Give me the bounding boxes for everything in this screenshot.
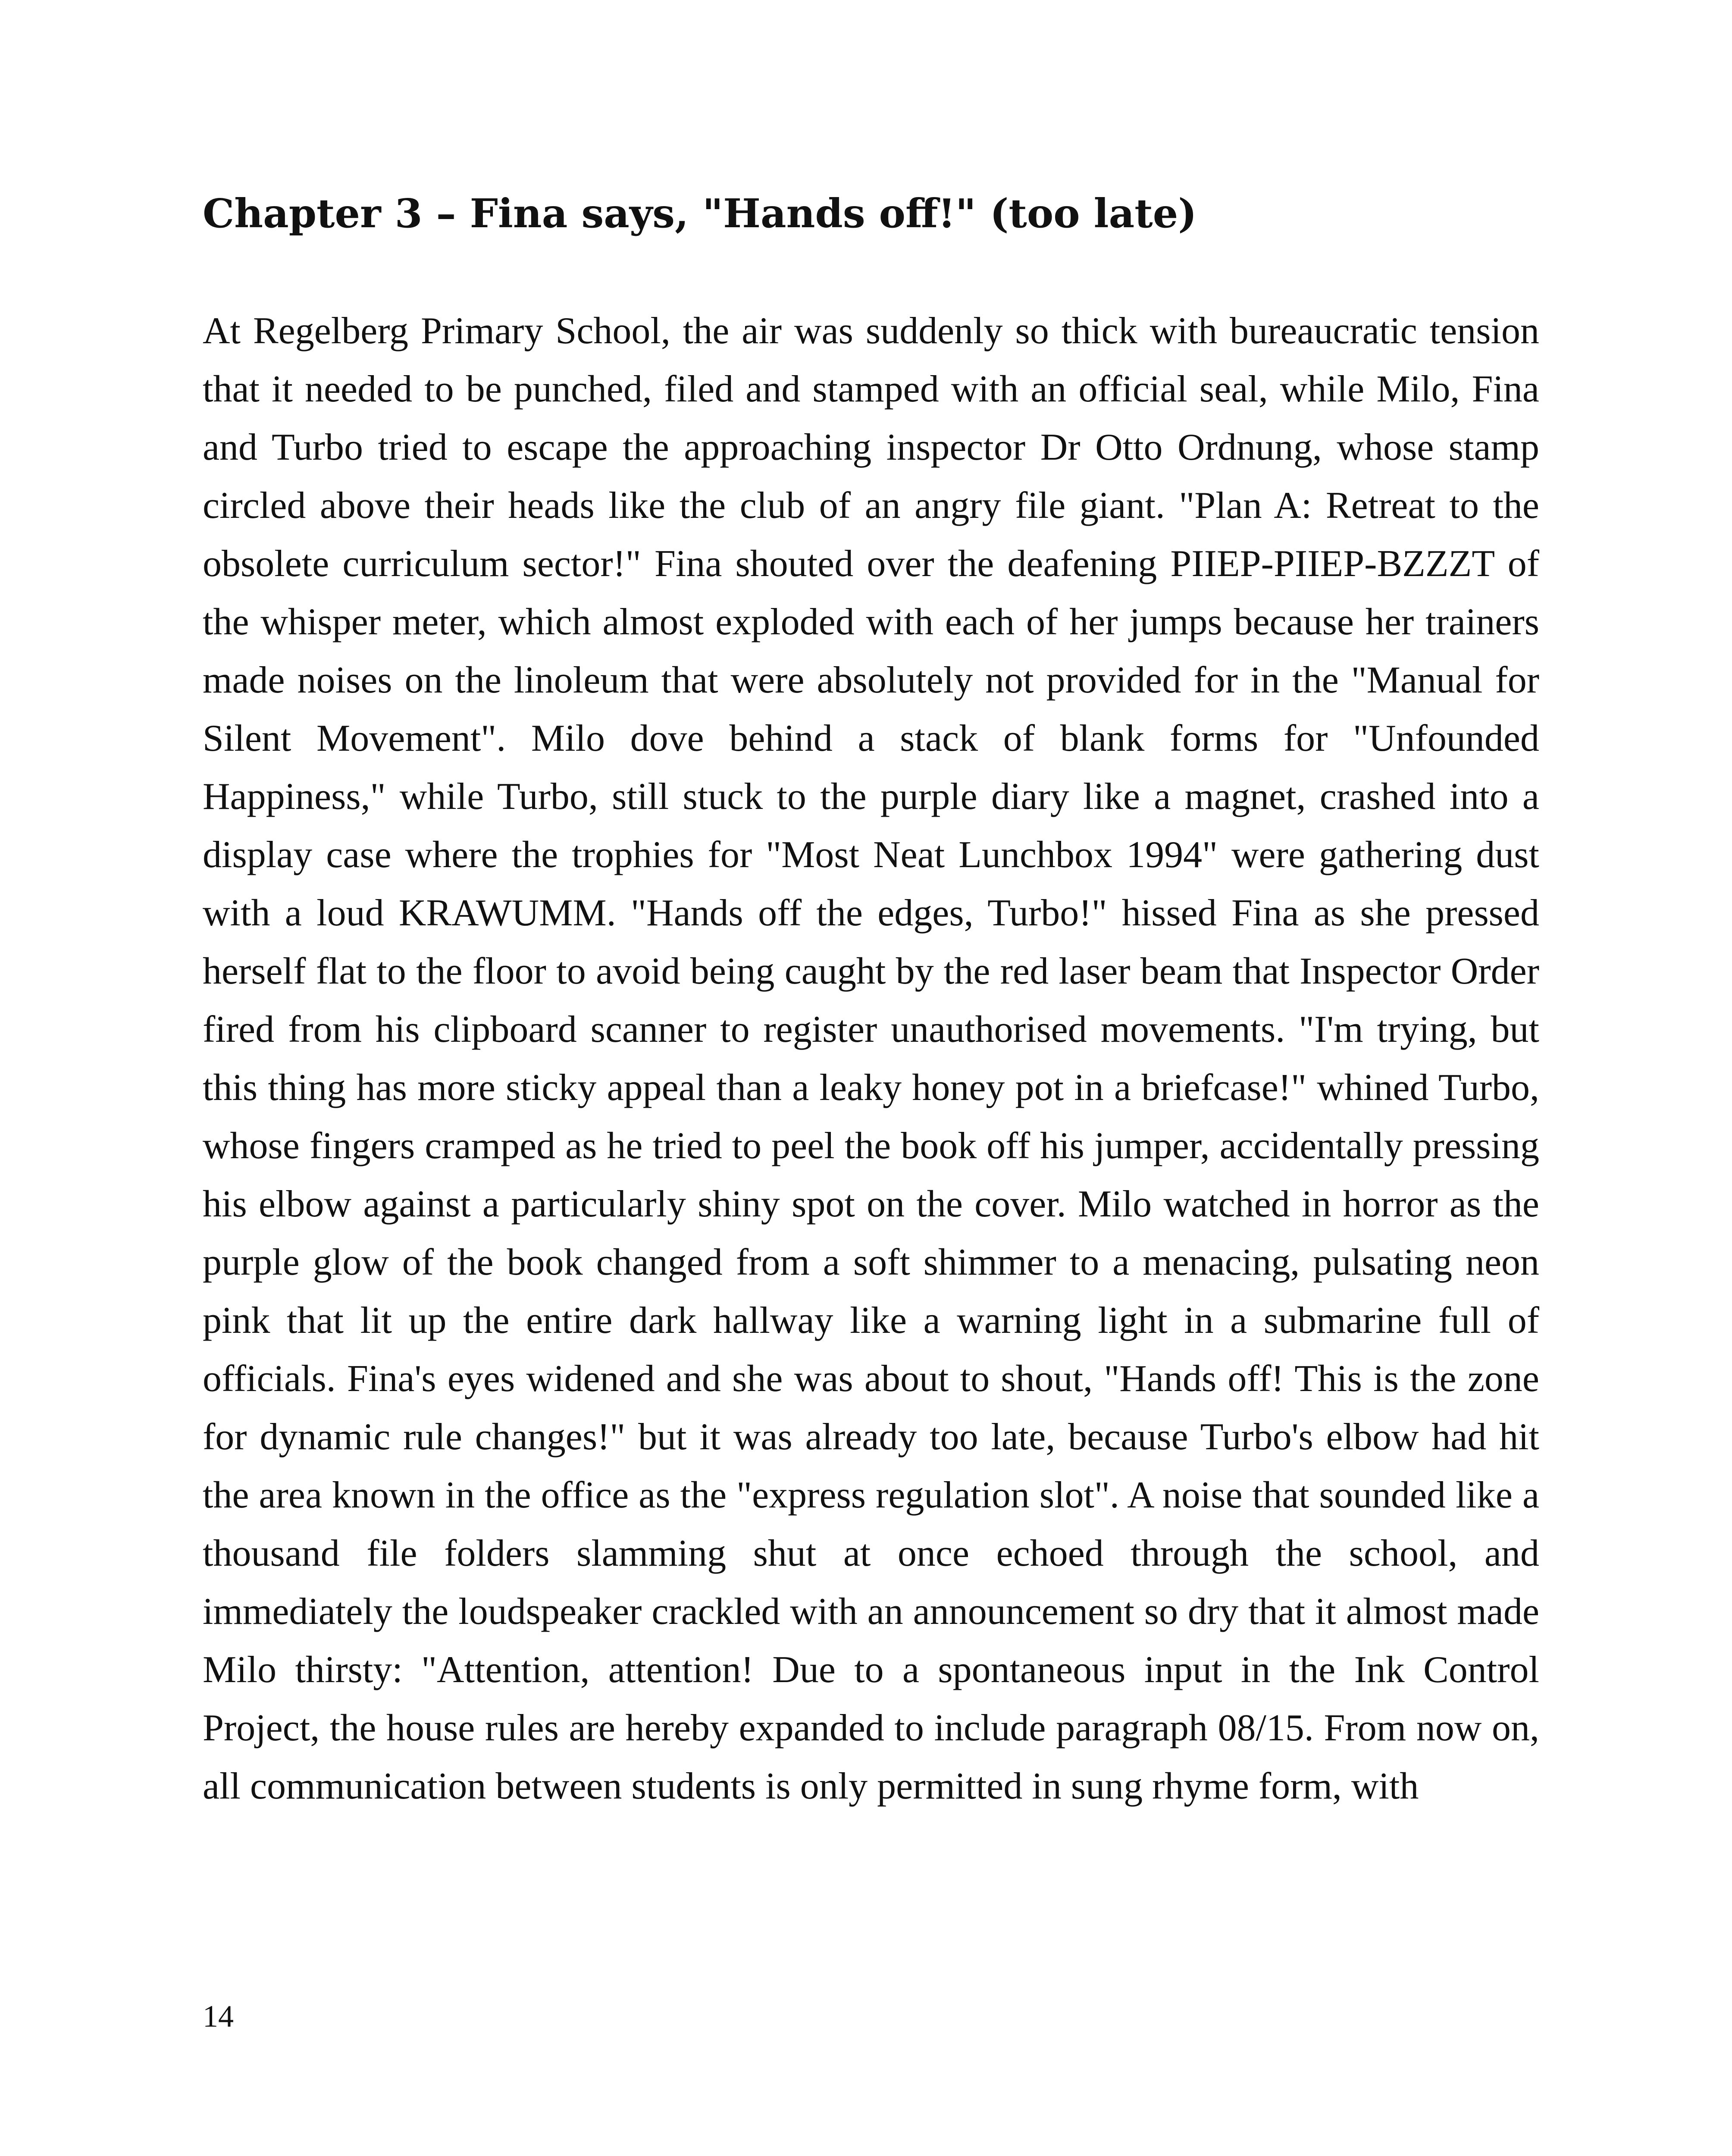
body-paragraph: At Regelberg Primary School, the air was suddenly so thick with bureaucratic tension that it needed to be punched, filed and stamped with an official seal, while Milo, Fina and Turbo tried to escape the approaching inspector Dr Otto Ordnung, whose stamp circled above their heads like the club of an angry file giant. "Plan A: Retreat to the obsolete curriculum sector!" Fina shouted over the deafening PIIEP-PIIEP-BZZZT of the whisper meter, which almost exploded with each of her jumps because her trainers made noises on the linoleum that were absolutely not provided for in the "Manual for Silent Movement". Milo dove behind a stack of blank forms for "Unfounded Happiness," while Turbo, still stuck to the purple diary like a magnet, crashed into a display case where the trophies for "Most Neat Lunchbox 1994" were gathering dust with a loud KRAWUMM. "Hands off the edges, Turbo!" hissed Fina as she pressed herself flat to the floor to avoid being caught by the red laser beam that Inspector Order fired from his clipboard scanner to register unauthorised movements. "I'm trying, but this thing has more sticky appeal than a leaky honey pot in a briefcase!" whined Turbo, whose fingers cramped as he tried to peel the book off his jumper, accidentally pressing his elbow against a particularly shiny spot on the cover. Milo watched in horror as the purple glow of the book changed from a soft shimmer to a menacing, pulsating neon pink that lit up the entire dark hallway like a warning light in a submarine full of officials. Fina's eyes widened and she was about to shout, "Hands off! This is the zone for dynamic rule changes!" but it was already too late, because Turbo's elbow had hit the area known in the office as the "express regulation slot". A noise that sounded like a thousand file folders slamming shut at once echoed through the school, and immediately the loudspeaker crackled with an announcement so dry that it almost made Milo thirsty: "Attention, attention! Due to a spontaneous input in the Ink Control Project, the house rules are hereby expanded to include paragraph 08/15. From now on, all communication between students is only permitted in sung rhyme form, with xyxy=(203,310,1539,1807)
chapter-title: Chapter 3 – Fina says, "Hands off!" (too late) xyxy=(203,190,1197,237)
page-number: 14 xyxy=(203,1999,234,2034)
